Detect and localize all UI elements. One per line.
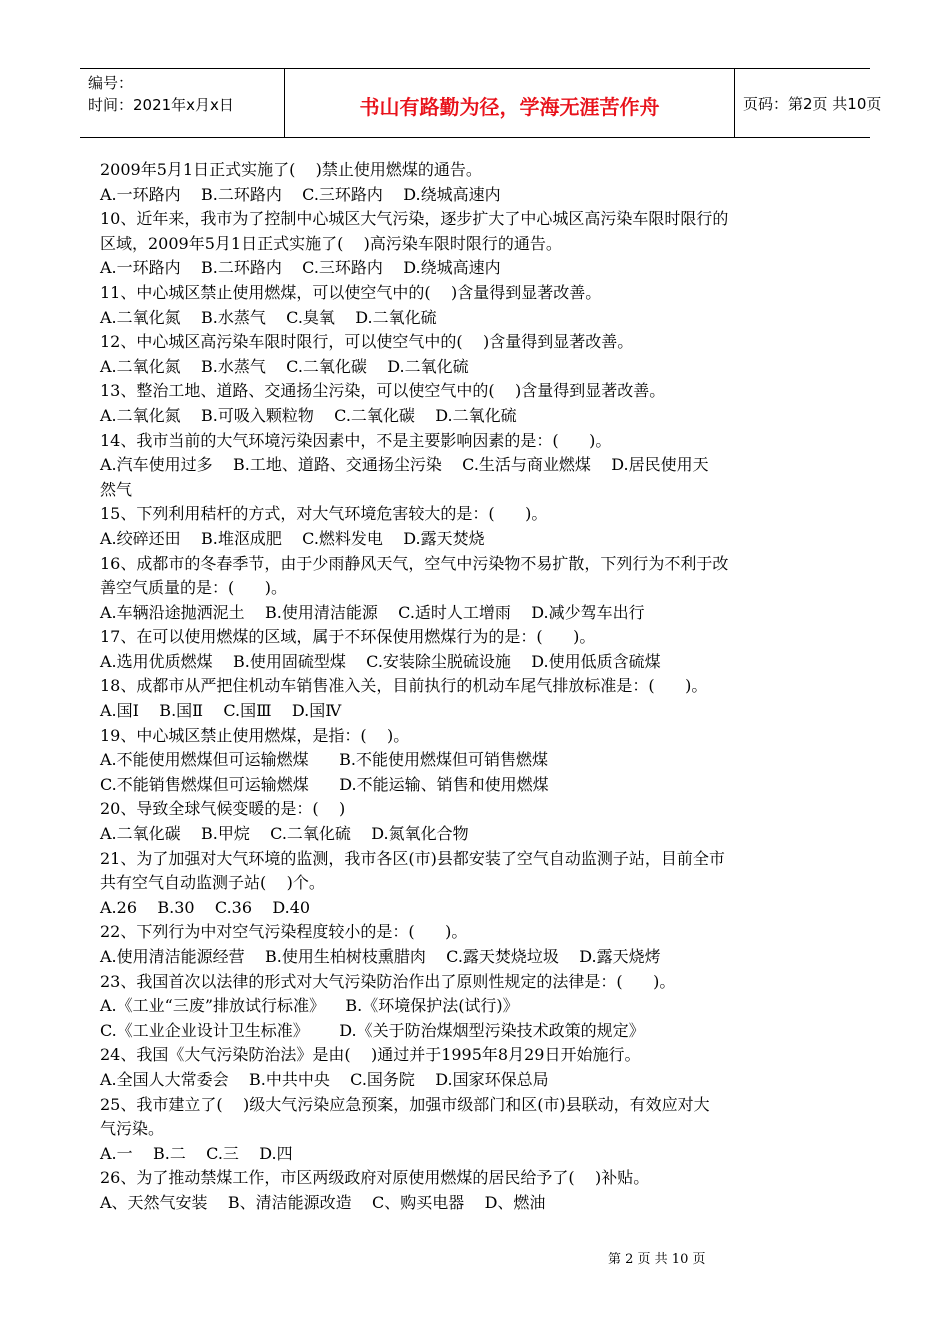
text-line: C.《工业企业设计卫生标准》 D.《关于防治煤烟型污染技术政策的规定》	[100, 1020, 645, 1040]
text-line: A.一环路内 B.二环路内 C.三环路内 D.绕城高速内	[100, 184, 501, 204]
text-line: A.车辆沿途抛洒泥土 B.使用清洁能源 C.适时人工增雨 D.减少驾车出行	[100, 602, 645, 622]
text-line: A.全国人大常委会 B.中共中央 C.国务院 D.国家环保总局	[100, 1069, 549, 1089]
text-line: A.国Ⅰ B.国Ⅱ C.国Ⅲ D.国Ⅳ	[100, 701, 342, 721]
page-header	[80, 68, 882, 138]
text-line: 19、中心城区禁止使用燃煤，是指：( )。	[100, 725, 410, 745]
text-line: 区域，2009年5月1日正式实施了( )高污染车限时限行的通告。	[100, 233, 562, 253]
text-line: A.二氧化氮 B.可吸入颗粒物 C.二氧化碳 D.二氧化硫	[100, 405, 517, 425]
text-line: 善空气质量的是：( )。	[100, 578, 288, 598]
text-line: 12、中心城区高污染车限时限行，可以使空气中的( )含量得到显著改善。	[100, 332, 634, 352]
text-line: 15、下列利用秸杆的方式，对大气环境危害较大的是：( )。	[100, 504, 548, 524]
text-line: 16、成都市的冬春季节，由于少雨静风天气，空气中污染物不易扩散，下列行为不利于改	[100, 553, 729, 573]
text-line: A.一 B.二 C.三 D.四	[100, 1143, 293, 1163]
page-footer: 第 2 页 共 10 页	[608, 1252, 706, 1267]
header-page-info: 页码：第2页 共10页	[743, 95, 882, 113]
text-line: A.一环路内 B.二环路内 C.三环路内 D.绕城高速内	[100, 258, 501, 278]
text-line: 21、为了加强对大气环境的监测，我市各区(市)县都安装了空气自动监测子站，目前全市	[100, 848, 725, 868]
text-line: A.不能使用燃煤但可运输燃煤 B.不能使用燃煤但可销售燃煤	[100, 750, 549, 770]
document-number-label: 编号：	[88, 74, 134, 92]
text-line: A.26 B.30 C.36 D.40	[100, 897, 311, 917]
text-line: 13、整治工地、道路、交通扬尘污染，可以使空气中的( )含量得到显著改善。	[100, 381, 666, 401]
text-line: 然气	[100, 479, 133, 499]
text-line: 11、中心城区禁止使用燃煤，可以使空气中的( )含量得到显著改善。	[100, 282, 602, 302]
text-line: 14、我市当前的大气环境污染因素中，不是主要影响因素的是：( )。	[100, 430, 612, 450]
question-content	[100, 158, 860, 1216]
text-line: 气污染。	[100, 1119, 165, 1139]
text-line: 24、我国《大气污染防治法》是由( )通过并于1995年8月29日开始施行。	[100, 1045, 641, 1065]
text-line: A、天然气安装 B、清洁能源改造 C、购买电器 D、燃油	[100, 1192, 546, 1212]
text-line: A.《工业“三废”排放试行标准》 B.《环境保护法(试行)》	[100, 996, 519, 1016]
text-line: 20、导致全球气候变暖的是：( )	[100, 799, 346, 819]
text-line: 22、下列行为中对空气污染程度较小的是：( )。	[100, 922, 468, 942]
text-line: A.二氧化氮 B.水蒸气 C.臭氧 D.二氧化硫	[100, 307, 437, 327]
document-date-label: 时间：2021年x月x日	[88, 96, 234, 114]
text-line: C.不能销售燃煤但可运输燃煤 D.不能运输、销售和使用燃煤	[100, 774, 549, 794]
text-line: 2009年5月1日正式实施了( )禁止使用燃煤的通告。	[100, 160, 482, 179]
header-meta-cell	[80, 69, 285, 137]
text-line: A.二氧化氮 B.水蒸气 C.二氧化碳 D.二氧化硫	[100, 356, 469, 376]
text-line: 共有空气自动监测子站( )个。	[100, 873, 325, 893]
text-line: 23、我国首次以法律的形式对大气污染防治作出了原则性规定的法律是：( )。	[100, 971, 676, 991]
text-line: 17、在可以使用燃煤的区域，属于不环保使用燃煤行为的是：( )。	[100, 627, 596, 647]
text-line: 18、成都市从严把住机动车销售准入关，目前执行的机动车尾气排放标准是：( )。	[100, 676, 708, 696]
text-line: 26、为了推动禁煤工作，市区两级政府对原使用燃煤的居民给予了( )补贴。	[100, 1168, 650, 1188]
text-line: A.使用清洁能源经营 B.使用生柏树枝熏腊肉 C.露天焚烧垃圾 D.露天烧烤	[100, 947, 661, 966]
text-line: A.二氧化碳 B.甲烷 C.二氧化硫 D.氮氧化合物	[100, 824, 469, 844]
header-motto: 书山有路勤为径，学海无涯苦作舟	[359, 95, 660, 119]
text-line: A.选用优质燃煤 B.使用固硫型煤 C.安装除尘脱硫设施 D.使用低质含硫煤	[100, 651, 661, 671]
text-line: A.汽车使用过多 B.工地、道路、交通扬尘污染 C.生活与商业燃煤 D.居民使用天	[100, 455, 709, 475]
text-line: 10、近年来，我市为了控制中心城区大气污染，逐步扩大了中心城区高污染车限时限行的	[100, 209, 729, 229]
text-line: 25、我市建立了( )级大气污染应急预案，加强市级部门和区(市)县联动，有效应对大	[100, 1094, 710, 1114]
header-motto-cell	[285, 69, 735, 137]
text-line: A.绞碎还田 B.堆沤成肥 C.燃料发电 D.露天焚烧	[100, 528, 485, 548]
header-page-cell	[735, 69, 882, 137]
